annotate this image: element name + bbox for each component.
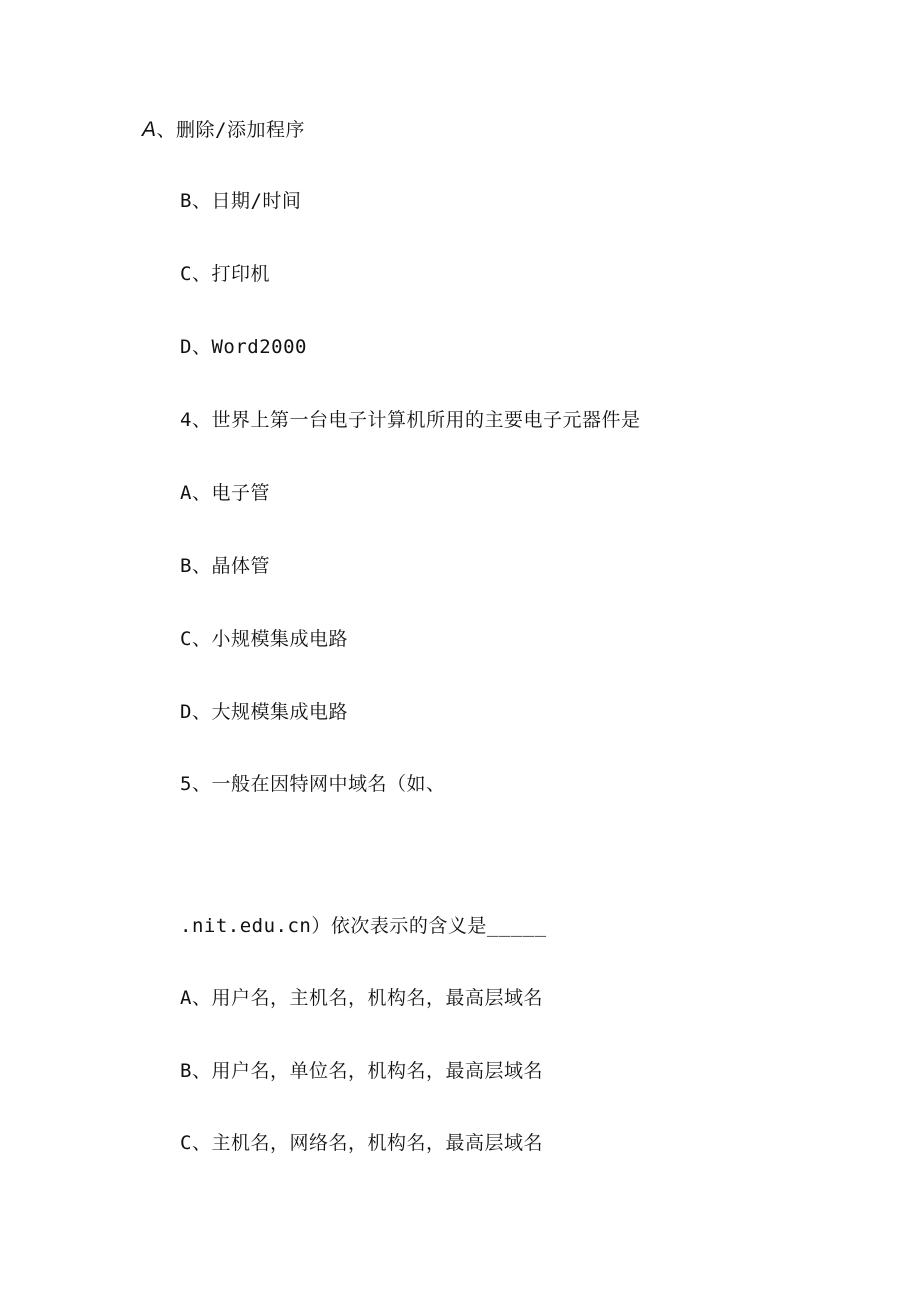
option-b-date-time: B、日期/时间 [180,190,302,212]
question-5-continued: .nit.edu.cn）依次表示的含义是_____ [180,915,547,937]
option-a-remove-add-programs [142,118,305,142]
option-c-ssi-circuit: C、小规模集成电路 [180,628,348,650]
option-a-domain-meaning: A、用户名，主机名，机构名，最高层域名 [180,987,543,1009]
option-d-word2000: D、Word2000 [180,336,307,358]
option-d-lsi-circuit: D、大规模集成电路 [180,701,348,723]
option-b-domain-meaning: B、用户名，单位名，机构名，最高层域名 [180,1060,543,1082]
option-letter: A [142,118,157,141]
question-5: 5、一般在因特网中域名（如、 [180,773,446,795]
option-c-domain-meaning: C、主机名，网络名，机构名，最高层域名 [180,1132,543,1154]
question-4: 4、世界上第一台电子计算机所用的主要电子元器件是 [180,409,641,431]
option-c-printer: C、打印机 [180,263,270,285]
option-text: 、删除/添加程序 [156,119,305,141]
option-b-transistor: B、晶体管 [180,555,270,577]
option-a-vacuum-tube: A、电子管 [180,482,270,504]
